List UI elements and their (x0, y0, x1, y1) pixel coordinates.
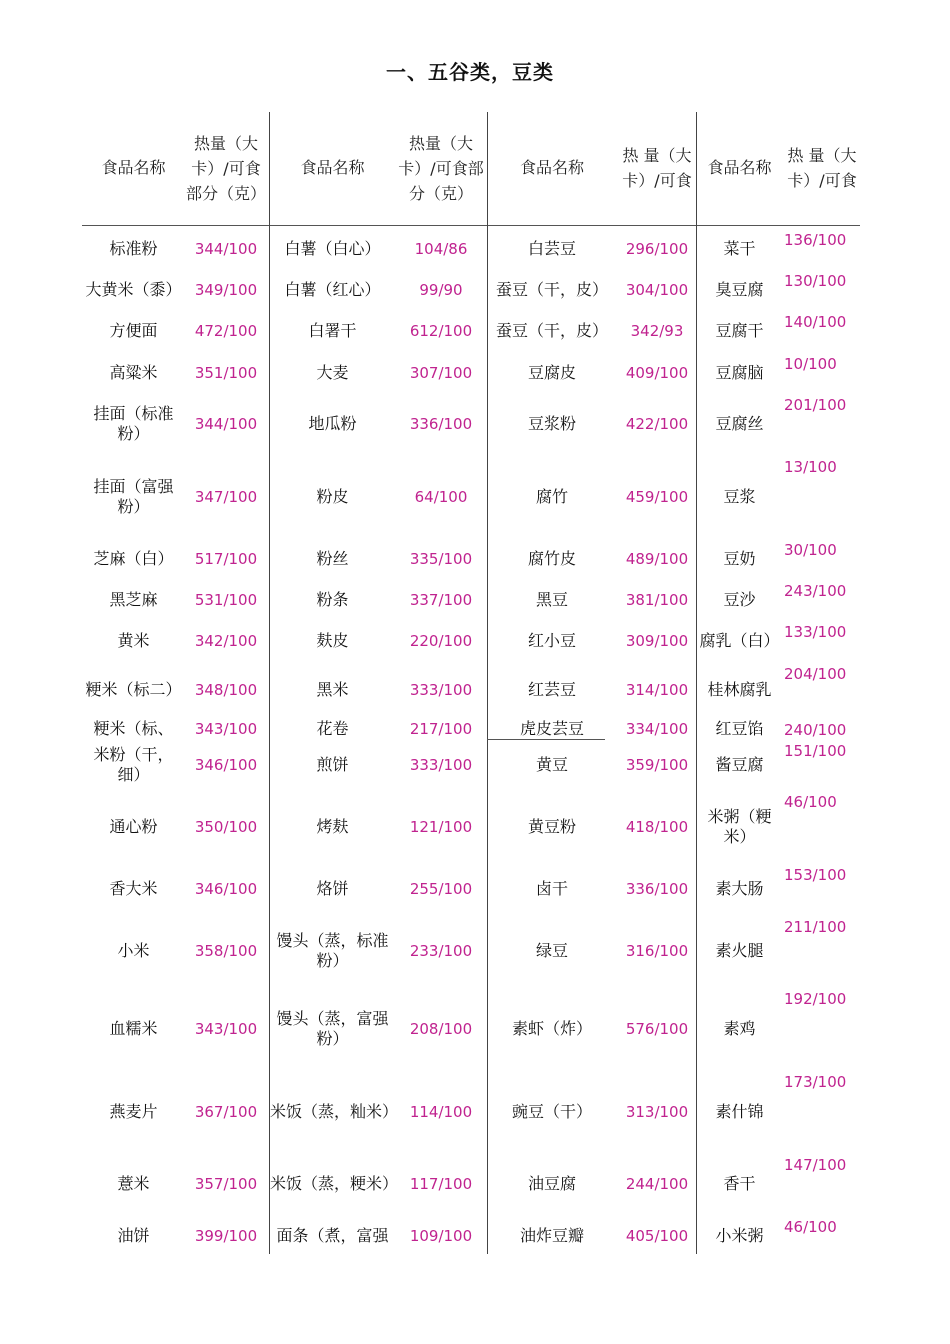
header-cal-col-2: 热量（大卡）/可食部分（克） (398, 133, 484, 203)
calorie-cell: 405/100 (625, 1226, 689, 1245)
food-name-cell: 挂面（富强粉） (93, 476, 174, 516)
calorie-value: 192/100 (784, 990, 847, 1008)
calorie-cell: 208/100 (409, 1019, 473, 1038)
food-name-cell: 粉丝 (316, 548, 349, 568)
header-name-col-4: 食品名称 (707, 158, 772, 177)
calorie-cell: 347/100 (194, 487, 258, 506)
table-row (82, 1153, 860, 1215)
food-name-cell: 豆腐皮 (527, 362, 576, 382)
calorie-cell: 358/100 (194, 942, 258, 960)
calorie-cell: 381/100 (625, 590, 689, 609)
food-name-cell: 米粥（粳米） (707, 806, 772, 846)
table-row (82, 915, 860, 987)
calorie-cell: 233/100 (409, 942, 473, 960)
calorie-cell: 612/100 (409, 322, 473, 340)
calorie-cell: 316/100 (625, 942, 689, 960)
calorie-cell (784, 1215, 860, 1256)
calorie-value: 240/100 (784, 721, 847, 739)
food-name-cell: 豆腐丝 (715, 414, 764, 433)
table-row (82, 987, 860, 1070)
header-cal-col-4: 热 量（大卡）/可食 (787, 146, 857, 190)
calorie-value: 30/100 (784, 541, 837, 559)
table-row (82, 718, 860, 739)
table-row (82, 269, 860, 310)
table-row (82, 620, 860, 662)
food-name-cell: 白芸豆 (527, 238, 576, 258)
calorie-cell: 531/100 (194, 590, 258, 609)
calorie-value: 147/100 (784, 1156, 847, 1174)
header-divider (82, 225, 860, 226)
calorie-cell: 351/100 (194, 363, 258, 382)
food-name-cell: 素火腿 (715, 941, 764, 960)
food-name-cell: 烙饼 (316, 879, 349, 898)
table-row (82, 1070, 860, 1153)
calorie-value: 10/100 (784, 355, 837, 373)
food-name-cell: 桂林腐乳 (707, 680, 772, 699)
food-name-cell: 素鸡 (723, 1018, 756, 1038)
table-row (82, 739, 860, 790)
calorie-value: 46/100 (784, 793, 837, 811)
calorie-value: 140/100 (784, 313, 847, 331)
food-name-cell: 米饭（蒸，籼米） (270, 1101, 399, 1121)
calorie-cell (784, 1070, 860, 1153)
calorie-cell: 114/100 (409, 1102, 473, 1121)
calorie-cell (784, 863, 860, 915)
food-name-cell: 花卷 (316, 718, 349, 738)
food-name-cell: 黄豆 (535, 754, 568, 774)
header-name-col-2: 食品名称 (300, 158, 365, 177)
food-name-cell: 蚕豆（干，皮） (495, 321, 608, 340)
food-name-cell: 豆腐干 (715, 321, 764, 340)
calorie-cell: 99/90 (419, 280, 463, 299)
calorie-value: 201/100 (784, 396, 847, 414)
food-name-cell: 香大米 (109, 879, 158, 898)
calorie-cell (784, 662, 860, 718)
calorie-cell: 337/100 (409, 590, 473, 609)
calorie-cell: 342/100 (194, 632, 258, 650)
calorie-cell (784, 987, 860, 1070)
table-row (82, 310, 860, 352)
food-name-cell: 油饼 (117, 1225, 150, 1245)
calorie-value: 46/100 (784, 1218, 837, 1236)
calorie-cell: 336/100 (409, 415, 473, 433)
calorie-cell: 335/100 (409, 549, 473, 568)
calorie-cell: 64/100 (414, 487, 468, 506)
calorie-cell (784, 1153, 860, 1215)
calorie-cell: 343/100 (194, 719, 258, 738)
calorie-cell (784, 620, 860, 662)
calorie-cell: 333/100 (409, 755, 473, 774)
calorie-cell: 342/93 (630, 322, 684, 340)
food-name-cell: 豆浆 (723, 486, 756, 506)
food-name-cell: 小米粥 (715, 1225, 764, 1245)
food-name-cell: 素什锦 (715, 1101, 764, 1121)
calorie-cell: 104/86 (414, 239, 468, 258)
calorie-cell: 336/100 (625, 880, 689, 898)
calorie-cell: 220/100 (409, 632, 473, 650)
food-name-cell: 薏米 (117, 1174, 150, 1193)
calorie-cell (784, 455, 860, 538)
food-name-cell: 绿豆 (535, 941, 568, 960)
calorie-cell: 344/100 (194, 239, 258, 258)
calorie-value: 204/100 (784, 665, 847, 683)
calorie-value: 211/100 (784, 918, 847, 936)
calorie-cell (784, 915, 860, 987)
food-name-cell: 蚕豆（干，皮） (495, 279, 608, 299)
calorie-cell (784, 310, 860, 352)
food-name-cell: 馒头（蒸，富强粉） (276, 1008, 389, 1048)
calorie-cell: 314/100 (625, 681, 689, 699)
calorie-cell: 121/100 (409, 817, 473, 836)
calorie-cell (784, 790, 860, 863)
calorie-value: 153/100 (784, 866, 847, 884)
food-name-cell: 血糯米 (109, 1018, 158, 1038)
food-name-cell: 酱豆腐 (715, 754, 764, 774)
calorie-cell: 313/100 (625, 1102, 689, 1121)
header-name-col-3: 食品名称 (519, 158, 584, 177)
table-row (82, 662, 860, 718)
food-name-cell: 白薯（红心） (284, 279, 381, 299)
calorie-cell: 109/100 (409, 1226, 473, 1245)
food-name-cell: 高粱米 (109, 362, 158, 382)
calorie-cell: 304/100 (625, 280, 689, 299)
header-cal-col-3: 热 量（大卡）/可食 (622, 146, 692, 190)
table-row (82, 393, 860, 455)
calorie-cell (784, 269, 860, 310)
food-name-cell: 红豆馅 (715, 718, 764, 738)
calorie-cell (784, 739, 860, 790)
calorie-cell: 343/100 (194, 1019, 258, 1038)
food-name-cell: 黑米 (316, 680, 349, 699)
food-name-cell: 米粉（干，细） (93, 744, 174, 784)
table-row (82, 228, 860, 269)
calorie-value: 133/100 (784, 623, 847, 641)
food-name-cell: 菜干 (723, 238, 756, 258)
table-row (82, 790, 860, 863)
calorie-cell: 418/100 (625, 817, 689, 836)
table-row (82, 1215, 860, 1256)
calorie-cell: 346/100 (194, 755, 258, 774)
calorie-cell: 359/100 (625, 755, 689, 774)
food-name-cell: 馒头（蒸，标准粉） (276, 931, 389, 970)
food-name-cell: 黑芝麻 (109, 589, 158, 609)
food-name-cell: 红芸豆 (527, 680, 576, 699)
calorie-cell: 309/100 (625, 632, 689, 650)
food-name-cell: 臭豆腐 (715, 279, 764, 299)
food-name-cell: 小米 (117, 941, 150, 960)
calorie-cell: 334/100 (625, 719, 689, 738)
food-name-cell: 燕麦片 (109, 1101, 158, 1121)
food-name-cell: 面条（煮，富强 (276, 1225, 389, 1245)
food-name-cell: 粉皮 (316, 486, 349, 506)
food-name-cell: 地瓜粉 (308, 414, 357, 433)
food-name-cell: 粉条 (316, 589, 349, 609)
calorie-cell: 489/100 (625, 549, 689, 568)
food-name-cell: 粳米（标二） (85, 680, 182, 699)
food-name-cell: 黑豆 (535, 589, 568, 609)
calorie-cell: 255/100 (409, 880, 473, 898)
food-name-cell: 豆奶 (723, 548, 756, 568)
food-name-cell: 米饭（蒸，粳米） (270, 1174, 399, 1193)
food-name-cell: 红小豆 (527, 631, 576, 650)
food-name-cell: 豆沙 (723, 589, 756, 609)
table-row (82, 352, 860, 393)
food-name-cell: 香干 (723, 1174, 756, 1193)
food-name-cell: 豆腐脑 (715, 362, 764, 382)
calorie-cell: 357/100 (194, 1175, 258, 1193)
calorie-cell: 517/100 (194, 549, 258, 568)
food-name-cell: 腐竹 (535, 486, 568, 506)
calorie-cell (784, 352, 860, 393)
food-name-cell: 白署干 (308, 321, 357, 340)
calorie-value: 151/100 (784, 742, 847, 760)
food-name-cell: 素大肠 (715, 879, 764, 898)
calorie-cell (784, 579, 860, 620)
calorie-value: 136/100 (784, 231, 847, 249)
table-row (82, 455, 860, 538)
food-name-cell: 腐竹皮 (527, 548, 576, 568)
food-name-cell: 通心粉 (109, 816, 158, 836)
food-name-cell: 黄米 (117, 631, 150, 650)
calorie-cell: 472/100 (194, 322, 258, 340)
food-name-cell: 豌豆（干） (511, 1101, 592, 1121)
food-name-cell: 煎饼 (316, 754, 349, 774)
calorie-value: 243/100 (784, 582, 847, 600)
calorie-cell (784, 393, 860, 455)
calorie-cell: 399/100 (194, 1226, 258, 1245)
food-name-cell: 方便面 (109, 321, 158, 340)
calorie-cell (784, 228, 860, 269)
table-header (82, 112, 860, 224)
food-name-cell: 芝麻（白） (93, 548, 174, 568)
calorie-cell: 244/100 (625, 1175, 689, 1193)
food-name-cell: 挂面（标准粉） (93, 404, 174, 443)
header-name-col-1: 食品名称 (101, 158, 166, 177)
calorie-cell: 422/100 (625, 415, 689, 433)
food-name-cell: 烤麸 (316, 816, 349, 836)
calorie-table (82, 112, 860, 1254)
calorie-cell: 117/100 (409, 1175, 473, 1193)
food-name-cell: 豆浆粉 (527, 414, 576, 433)
calorie-cell: 344/100 (194, 415, 258, 433)
table-row (82, 863, 860, 915)
food-name-cell: 白薯（白心） (284, 238, 381, 258)
calorie-cell: 333/100 (409, 681, 473, 699)
calorie-cell: 296/100 (625, 239, 689, 258)
calorie-cell: 307/100 (409, 363, 473, 382)
calorie-cell: 349/100 (194, 280, 258, 299)
calorie-value: 13/100 (784, 458, 837, 476)
calorie-cell: 459/100 (625, 487, 689, 506)
header-cal-col-1: 热量（大卡）/可食部分（克） (185, 133, 266, 203)
calorie-cell: 576/100 (625, 1019, 689, 1038)
food-name-cell: 油豆腐 (527, 1174, 576, 1193)
food-name-cell: 标准粉 (109, 238, 158, 258)
food-name-cell: 麸皮 (316, 631, 349, 650)
calorie-cell: 409/100 (625, 363, 689, 382)
calorie-cell (784, 718, 860, 739)
calorie-value: 173/100 (784, 1073, 847, 1091)
calorie-cell: 346/100 (194, 880, 258, 898)
food-name-cell: 大麦 (316, 362, 349, 382)
food-name-cell: 腐乳（白） (699, 631, 780, 650)
calorie-value: 130/100 (784, 272, 847, 290)
table-row (82, 579, 860, 620)
page-title: 一、五谷类，豆类 (386, 60, 554, 84)
food-name-cell: 油炸豆瓣 (519, 1225, 584, 1245)
food-name-cell: 虎皮芸豆 (519, 718, 584, 738)
calorie-cell: 350/100 (194, 817, 258, 836)
table-row (82, 538, 860, 579)
food-name-cell: 大黄米（黍） (85, 279, 182, 299)
food-name-cell: 粳米（标、 (93, 718, 174, 738)
food-name-cell: 黄豆粉 (527, 816, 576, 836)
calorie-cell: 367/100 (194, 1102, 258, 1121)
food-name-cell: 卤干 (535, 879, 568, 898)
calorie-cell: 217/100 (409, 719, 473, 738)
calorie-cell (784, 538, 860, 579)
calorie-cell: 348/100 (194, 681, 258, 699)
food-name-cell: 素虾（炸） (511, 1018, 592, 1038)
